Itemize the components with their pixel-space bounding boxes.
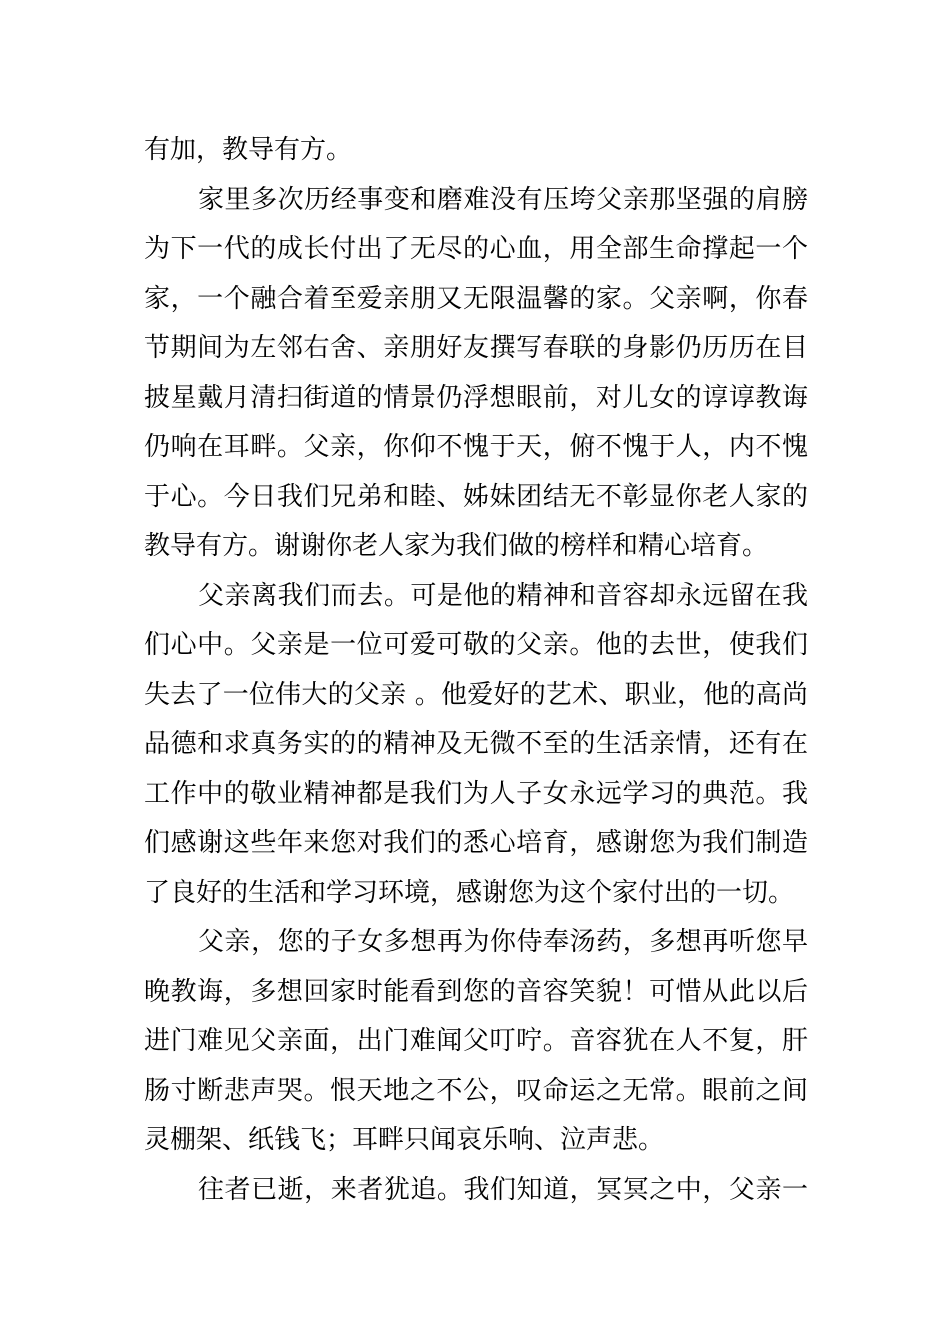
- text-line: 披星戴月清扫街道的情景仍浮想眼前，对儿女的谆谆教诲: [144, 382, 808, 413]
- text-line-paragraph-end: 灵棚架、纸钱飞；耳畔只闻哀乐响、泣声悲。: [144, 1125, 665, 1155]
- text-line: 于心。今日我们兄弟和睦、姊妹团结无不彰显你老人家的: [144, 481, 808, 512]
- text-line-paragraph-start: 往者已逝，来者犹追。我们知道，冥冥之中，父亲一: [198, 1174, 808, 1205]
- text-line-continuation: 有加，教导有方。: [144, 135, 353, 165]
- text-line: 工作中的敬业精神都是我们为人子女永远学习的典范。我: [144, 778, 808, 809]
- text-line: 品德和求真务实的的精神及无微不至的生活亲情，还有在: [144, 729, 808, 759]
- text-line: 节期间为左邻右舍、亲朋好友撰写春联的身影仍历历在目: [144, 333, 808, 363]
- text-line: 肠寸断悲声哭。恨天地之不公，叹命运之无常。眼前之间: [144, 1075, 808, 1106]
- text-line-paragraph-start: 父亲离我们而去。可是他的精神和音容却永远留在我: [198, 580, 808, 611]
- text-line-paragraph-start: 家里多次历经事变和磨难没有压垮父亲那坚强的肩膀: [198, 184, 808, 215]
- text-line: 晚教诲，多想回家时能看到您的音容笑貌！可惜从此以后: [144, 976, 808, 1007]
- text-line-paragraph-end: 了良好的生活和学习环境，感谢您为这个家付出的一切。: [144, 877, 795, 908]
- text-line-paragraph-start: 父亲，您的子女多想再为你侍奉汤药，多想再听您早: [198, 927, 808, 957]
- document-body: [144, 126, 808, 1215]
- text-line: 进门难见父亲面，出门难闻父叮咛。音容犹在人不复，肝: [144, 1026, 808, 1056]
- text-line: 失去了一位伟大的父亲 。他爱好的艺术、职业，他的高尚: [144, 679, 808, 710]
- text-line: 们感谢这些年来您对我们的悉心培育，感谢您为我们制造: [144, 828, 808, 858]
- text-line: 为下一代的成长付出了无尽的心血，用全部生命撑起一个: [144, 234, 808, 264]
- text-line: 仍响在耳畔。父亲，你仰不愧于天，俯不愧于人，内不愧: [144, 432, 808, 462]
- text-line: 们心中。父亲是一位可爱可敬的父亲。他的去世，使我们: [144, 630, 808, 660]
- text-line-paragraph-end: 教导有方。谢谢你老人家为我们做的榜样和精心培育。: [144, 531, 769, 561]
- text-line: 家，一个融合着至爱亲朋又无限温馨的家。父亲啊，你春: [144, 283, 808, 314]
